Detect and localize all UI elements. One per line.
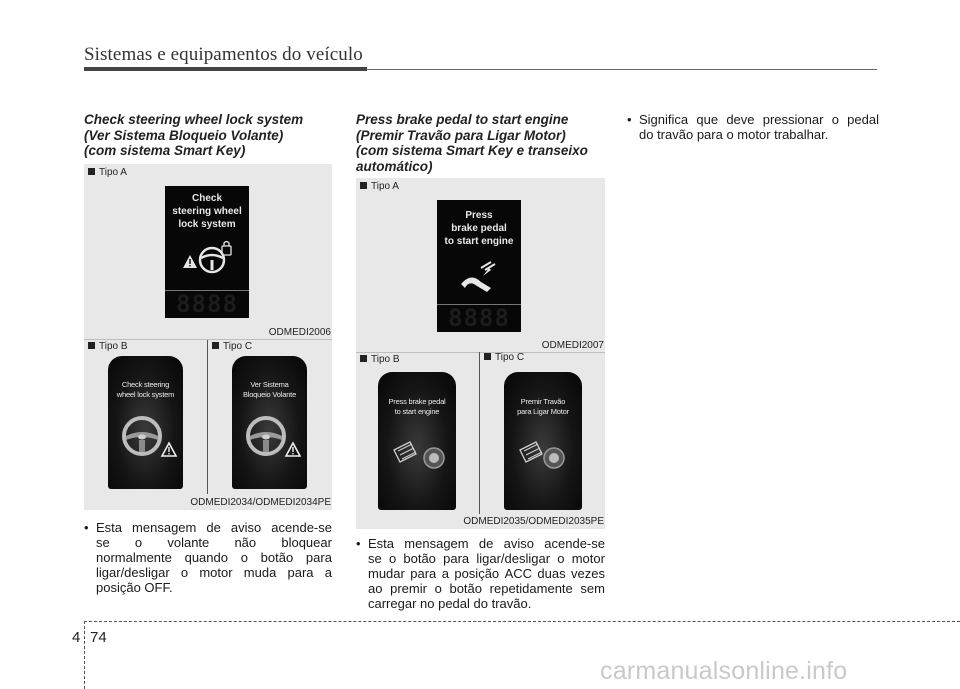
display-message: Ver Sistema Bloqueio Volante (242, 380, 297, 399)
section-title-brake-pedal: Press brake pedal to start engine (Premir Travão para Ligar Motor) (com sistema Smart Key e transeixo automático) (356, 112, 588, 174)
brake-pedal-start-button-icon (388, 432, 448, 472)
figure-code-tipo-a: ODMEDI2007 (541, 340, 604, 351)
bullet-brake-pedal: • Esta mensagem de aviso acende-se se o botão para ligar/desligar o motor mudar para a posição ACC duas vezes ao premir o botão repetidamente sem carregar no pedal do travão. (356, 536, 605, 611)
figure-label-tipo-b: Tipo B (360, 354, 400, 365)
figure-code-tipo-bc: ODMEDI2034/ODMEDI2034PE (190, 497, 331, 508)
cluster-display-tipo-b (108, 356, 183, 489)
watermark: carmanualsonline.info (600, 657, 848, 685)
cluster-display-tipo-a (165, 186, 249, 318)
page-number: 74 (90, 629, 107, 646)
footer-rule-vertical (84, 621, 85, 689)
figure-code-tipo-a: ODMEDI2006 (268, 327, 331, 338)
cluster-display-tipo-a (437, 200, 521, 332)
cluster-display-tipo-c (504, 372, 582, 510)
bullet-brake-meaning: • Significa que deve pressionar o pedal do travão para o motor trabalhar. (627, 112, 879, 142)
display-message: Premir Travão para Ligar Motor (517, 397, 569, 416)
display-message: Check steering wheel lock system (172, 193, 242, 230)
cluster-display-tipo-b (378, 372, 456, 510)
steering-wheel-lock-icon (179, 238, 239, 278)
section-title-steering-lock: Check steering wheel lock system (Ver Sistema Bloqueio Volante) (com sistema Smart Key) (84, 112, 304, 158)
display-message: Press brake pedal to start engine (388, 397, 446, 416)
figure-steering-lock (84, 164, 332, 510)
figure-code-tipo-bc: ODMEDI2035/ODMEDI2035PE (463, 516, 604, 527)
figure-brake-pedal (356, 178, 605, 529)
display-message: Check steering wheel lock system (116, 380, 175, 399)
page-chapter-number: 4 (72, 629, 81, 646)
odometer-digits: 8888 (176, 290, 238, 318)
steering-wheel-icon (116, 412, 178, 460)
figure-label-tipo-c: Tipo C (484, 352, 524, 363)
display-message: Press brake pedal to start engine (444, 210, 514, 247)
brake-pedal-foot-icon (457, 258, 501, 294)
brake-pedal-start-button-icon (514, 432, 574, 472)
header-rule-thin (367, 69, 877, 70)
steering-wheel-icon (240, 412, 302, 460)
footer-rule (84, 621, 960, 622)
odometer-digits: 8888 (448, 304, 510, 332)
chapter-header-title: Sistemas e equipamentos do veículo (84, 44, 363, 65)
cluster-display-tipo-c (232, 356, 307, 489)
header-rule-thick (84, 67, 367, 71)
figure-label-tipo-a: Tipo A (88, 167, 127, 178)
figure-label-tipo-b: Tipo B (88, 341, 128, 352)
bullet-steering-lock: • Esta mensagem de aviso acende-se se o volante não bloquear normalmente quando o botão para ligar/desligar o motor muda para a posição OFF. (84, 520, 332, 595)
figure-label-tipo-c: Tipo C (212, 341, 252, 352)
figure-label-tipo-a: Tipo A (360, 181, 399, 192)
